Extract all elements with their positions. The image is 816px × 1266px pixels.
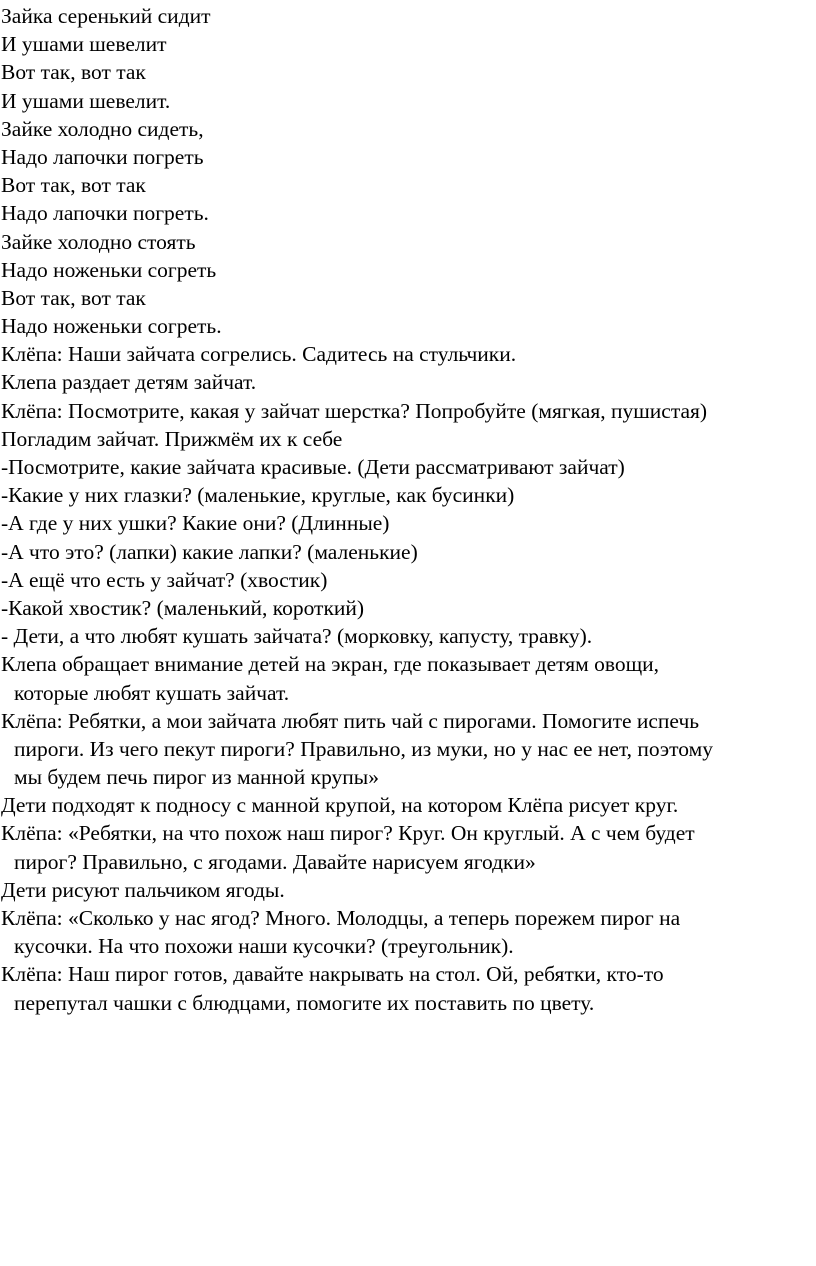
text-line: Надо ноженьки согреть [1,257,217,282]
text-line: Зайка серенький сидит [1,4,211,28]
text-line: мы будем печь пирог из манной крупы» [14,765,379,790]
text-line: перепутал чашки с блюдцами, помогите их поставить по цвету. [14,990,595,1015]
text-line: Вот так, вот так [1,285,146,310]
text-line: Погладим зайчат. Прижмём их к себе [1,426,343,451]
text-line: Дети рисуют пальчиком ягоды. [1,877,285,902]
text-line: -Посмотрите, какие зайчата красивые. (Дети рассматривают зайчат) [1,455,625,479]
text-line: Надо лапочки погреть. [1,201,209,226]
text-line: которые любят кушать зайчат. [14,680,290,705]
text-line: пироги. Из чего пекут пироги? Правильно, из муки, но у нас ее нет, поэтому [14,736,713,761]
text-line: Клёпа: Ребятки, а мои зайчата любят пить чай с пирогами. Помогите испечь [1,708,700,733]
text-line: Надо лапочки погреть [1,144,204,169]
text-line: Клёпа: Наш пирог готов, давайте накрывать на стол. Ой, ребятки, кто-то [1,962,664,987]
text-line: Надо ноженьки согреть. [1,314,222,339]
text-line: -А что это? (лапки) какие лапки? (маленькие) [1,539,418,564]
text-line: Клёпа: Наши зайчата согрелись. Садитесь на стульчики. [1,342,517,367]
text-line: И ушами шевелит. [1,88,171,113]
text-line: Клепа раздает детям зайчат. [1,370,257,395]
text-line: пирог? Правильно, с ягодами. Давайте нарисуем ягодки» [14,849,536,874]
text-line: кусочки. На что похожи наши кусочки? (треугольник). [14,934,514,959]
text-line: Дети подходят к подносу с манной крупой, на котором Клёпа рисует круг. [1,793,679,818]
text-line: -Какой хвостик? (маленький, короткий) [1,595,365,620]
text-line: Вот так, вот так [1,60,146,85]
text-line: Зайке холодно стоять [1,229,196,254]
text-line: Клепа обращает внимание детей на экран, где показывает детям овощи, [1,652,660,677]
text-line: И ушами шевелит [1,32,167,57]
text-line: Клёпа: Посмотрите, какая у зайчат шерстка? Попробуйте (мягкая, пушистая) [1,398,708,423]
text-line: -А ещё что есть у зайчат? (хвостик) [1,567,328,592]
text-line: - Дети, а что любят кушать зайчата? (морковку, капусту, травку). [1,624,593,649]
text-line: -Какие у них глазки? (маленькие, круглые, как бусинки) [1,483,515,508]
text-line: Клёпа: «Сколько у нас ягод? Много. Молодцы, а теперь порежем пирог на [1,906,681,930]
text-line: Зайке холодно сидеть, [1,116,204,141]
text-line: Клёпа: «Ребятки, на что похож наш пирог? Круг. Он круглый. А с чем будет [1,821,695,846]
document-body [1,2,813,1017]
text-line: Вот так, вот так [1,173,146,198]
text-line: -А где у них ушки? Какие они? (Длинные) [1,511,390,536]
